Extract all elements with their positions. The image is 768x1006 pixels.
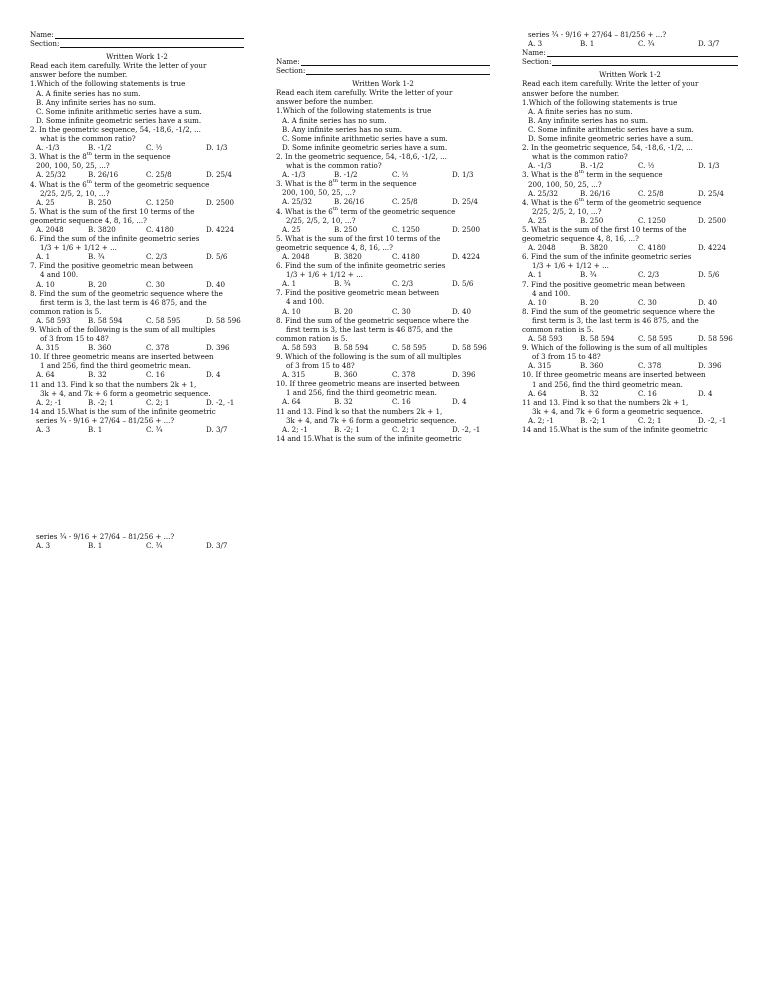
instructions-line-1: Read each item carefully. Write the letter of your [276,88,453,98]
q3-options: A. 25/32 B. 26/16 C. 25/8 D. 25/4 [528,188,724,198]
q7-stem: 7. Find the positive geometric mean between [30,261,194,271]
q2-stem: 2. In the geometric sequence, 54, -18,6, -1/2, ... [276,151,447,161]
q9-stem-2: of 3 from 15 to 48? [40,334,109,344]
q4-stem: 4. What is the 6th term of the geometric sequence [522,197,702,207]
q10-stem: 10. If three geometric means are inserted between [30,352,214,362]
q6-stem: 6. Find the sum of the infinite geometric series [276,261,446,271]
worksheet-title-3: Written Work 1-2 [599,70,661,80]
instructions-line-1: Read each item carefully. Write the letter of your [30,61,207,71]
q2-options: A. -1/3 B. -1/2 C. ½ D. 1/3 [282,170,474,180]
q14-options-continuation: A. 3 B. 1 C. ¾ D. 3/7 [36,541,228,551]
q10-stem: 10. If three geometric means are inserted between [522,370,706,380]
q11-stem: 11 and 13. Find k so that the numbers 2k + 1, [30,379,197,389]
q4-stem-2: 2/25, 2/5, 2, 10, ...? [532,206,602,216]
name-field-2[interactable]: Name: [276,57,490,66]
q4-stem-2: 2/25, 2/5, 2, 10, ...? [286,215,356,225]
q11-stem: 11 and 13. Find k so that the numbers 2k + 1, [522,397,689,407]
q8-stem: 8. Find the sum of the geometric sequence where the [522,306,715,316]
instructions-line-2: answer before the number. [30,70,128,80]
q10-options: A. 64 B. 32 C. 16 D. 4 [528,388,713,398]
q1-option-d: D. Some infinite geometric series have a sum. [36,115,202,125]
q9-stem-2: of 3 from 15 to 48? [532,352,601,362]
q8-stem-2: first term is 3, the last term is 46 875, and the [286,324,453,334]
q5-stem: 5. What is the sum of the first 10 terms of the [522,224,687,234]
q6-stem: 6. Find the sum of the infinite geometric series [30,234,200,244]
q5-stem: 5. What is the sum of the first 10 terms of the [30,206,195,216]
q4-options: A. 25 B. 250 C. 1250 D. 2500 [528,215,726,225]
q8-stem: 8. Find the sum of the geometric sequence where the [30,288,223,298]
q3-stem: 3. What is the 8th term in the sequence [30,152,171,162]
worksheet-title-2: Written Work 1-2 [352,79,414,89]
q5-stem-2: geometric sequence 4, 8, 16, ...? [276,242,393,252]
q4-stem: 4. What is the 6th term of the geometric sequence [30,179,210,189]
q6-options: A. 1 B. ¾ C. 2/3 D. 5/6 [528,270,720,280]
q7-stem-2: 4 and 100. [532,288,571,298]
q11-stem-2: 3k + 4, and 7k + 6 form a geometric sequence. [40,388,211,398]
q4-stem: 4. What is the 6th term of the geometric sequence [276,206,456,216]
q1-stem: 1.Which of the following statements is true [522,97,678,107]
q5-options: A. 2048 B. 3820 C. 4180 D. 4224 [36,224,234,234]
q8-stem-3: common ration is 5. [522,325,594,334]
q9-options: A. 315 B. 360 C. 378 D. 396 [528,361,722,371]
q14-options-top: A. 3 B. 1 C. ¾ D. 3/7 [528,39,720,49]
q6-options: A. 1 B. ¾ C. 2/3 D. 5/6 [36,252,228,262]
q14-series: series ¾ - 9/16 + 27/64 – 81/256 + ...? [36,415,175,425]
q2-stem-2: what is the common ratio? [532,152,628,162]
worksheet-column-3 [522,30,738,434]
q3-stem-2: 200, 100, 50, 25, ...? [36,161,110,171]
q14-stem: 14 and 15.What is the sum of the infinite geometric [522,425,708,435]
q9-stem: 9. Which of the following is the sum of all multiples [522,343,708,353]
q8-stem-2: first term is 3, the last term is 46 875, and the [532,315,699,325]
q6-stem-2: 1/3 + 1/6 + 1/12 + ... [40,243,117,253]
q8-stem-3: common ration is 5. [276,333,348,343]
q6-stem-2: 1/3 + 1/6 + 1/12 + ... [532,261,609,271]
q10-options: A. 64 B. 32 C. 16 D. 4 [282,397,467,407]
q14-series-continuation: series ¾ - 9/16 + 27/64 – 81/256 + ...? [36,532,175,541]
instructions-line-2: answer before the number. [522,88,620,98]
name-line-2[interactable] [301,57,490,66]
q8-options: A. 58 593 B. 58 594 C. 58 595 D. 58 596 [36,315,241,325]
q14-options: A. 3 B. 1 C. ¾ D. 3/7 [36,425,228,435]
q10-stem-2: 1 and 256, find the third geometric mean. [286,388,437,398]
q8-stem-2: first term is 3, the last term is 46 875, and the [40,297,207,307]
q1-option-a: A. A finite series has no sum. [528,106,633,116]
worksheet-column-1 [30,30,244,434]
q6-stem-2: 1/3 + 1/6 + 1/12 + ... [286,270,363,280]
q2-options: A. -1/3 B. -1/2 C. ½ D. 1/3 [528,161,720,171]
section-field-3[interactable]: Section: [522,57,738,66]
section-line-2[interactable] [306,66,490,75]
q9-options: A. 315 B. 360 C. 378 D. 396 [36,343,230,353]
q11-options: A. 2; -1 B. -2; 1 C. 2; 1 D. -2, -1 [36,397,235,407]
q7-stem: 7. Find the positive geometric mean between [276,288,440,298]
q3-options: A. 25/32 B. 26/16 C. 25/8 D. 25/4 [282,197,478,207]
name-field-3[interactable]: Name: [522,48,738,57]
q2-stem: 2. In the geometric sequence, 54, -18,6, -1/2, ... [30,124,201,134]
q9-stem: 9. Which of the following is the sum of all multiples [276,352,462,361]
q7-options: A. 10 B. 20 C. 30 D. 40 [282,306,471,316]
q1-stem: 1.Which of the following statements is true [276,106,432,116]
q9-stem-2: of 3 from 15 to 48? [286,361,355,371]
q11-options: A. 2; -1 B. -2; 1 C. 2; 1 D. -2, -1 [528,415,727,425]
q8-options: A. 58 593 B. 58 594 C. 58 595 D. 58 596 [282,342,487,352]
column-1-continuation [30,532,244,550]
q7-options: A. 10 B. 20 C. 30 D. 40 [528,297,717,307]
q5-stem-2: geometric sequence 4, 8, 16, ...? [522,234,639,244]
q8-stem: 8. Find the sum of the geometric sequence where the [276,315,469,325]
q5-stem-2: geometric sequence 4, 8, 16, ...? [30,215,147,225]
name-line-3[interactable] [547,48,738,57]
q3-stem-2: 200, 100, 50, 25, ...? [282,188,356,198]
q2-stem: 2. In the geometric sequence, 54, -18,6, -1/2, ... [522,143,693,153]
q10-options: A. 64 B. 32 C. 16 D. 4 [36,370,221,380]
q1-option-c: C. Some infinite arithmetic series have a sum. [528,124,694,134]
q1-option-b: B. Any infinite series has no sum. [36,97,156,107]
q4-options: A. 25 B. 250 C. 1250 D. 2500 [36,197,234,207]
section-line-3[interactable] [552,57,738,66]
q7-stem: 7. Find the positive geometric mean between [522,279,686,289]
q3-stem: 3. What is the 8th term in the sequence [276,179,417,189]
q9-options: A. 315 B. 360 C. 378 D. 396 [282,370,476,380]
name-line[interactable] [55,30,244,39]
section-field[interactable]: Section: [30,39,244,48]
q10-stem: 10. If three geometric means are inserted between [276,379,460,389]
q10-stem-2: 1 and 256, find the third geometric mean. [532,379,683,389]
section-line[interactable] [60,39,244,48]
q11-options: A. 2; -1 B. -2; 1 C. 2; 1 D. -2, -1 [282,424,481,434]
q2-options: A. -1/3 B. -1/2 C. ½ D. 1/3 [36,143,228,153]
q1-option-d: D. Some infinite geometric series have a sum. [528,134,694,144]
q1-option-a: A. A finite series has no sum. [282,115,387,125]
q1-option-d: D. Some infinite geometric series have a sum. [282,142,448,152]
instructions-line-1: Read each item carefully. Write the letter of your [522,79,699,89]
q1-option-c: C. Some infinite arithmetic series have a sum. [282,133,448,143]
name-field[interactable]: Name: [30,30,244,39]
q1-option-c: C. Some infinite arithmetic series have a sum. [36,106,202,116]
q6-options: A. 1 B. ¾ C. 2/3 D. 5/6 [282,279,474,289]
q14-stem: 14 and 15.What is the sum of the infinite geometric [30,406,216,416]
q7-stem-2: 4 and 100. [286,297,325,307]
q7-stem-2: 4 and 100. [40,270,79,280]
q11-stem: 11 and 13. Find k so that the numbers 2k + 1, [276,406,443,416]
instructions-line-2: answer before the number. [276,97,374,107]
q4-stem-2: 2/25, 2/5, 2, 10, ...? [40,188,110,198]
q6-stem: 6. Find the sum of the infinite geometric series [522,252,692,262]
q8-options: A. 58 593 B. 58 594 C. 58 595 D. 58 596 [528,334,733,344]
q5-options: A. 2048 B. 3820 C. 4180 D. 4224 [528,243,726,253]
worksheet-title: Written Work 1-2 [106,52,168,62]
q5-stem: 5. What is the sum of the first 10 terms of the [276,233,441,243]
q1-option-b: B. Any infinite series has no sum. [282,124,402,134]
q7-options: A. 10 B. 20 C. 30 D. 40 [36,279,225,289]
q11-stem-2: 3k + 4, and 7k + 6 form a geometric sequence. [286,415,457,425]
q9-stem: 9. Which of the following is the sum of all multiples [30,325,216,334]
q3-options: A. 25/32 B. 26/16 C. 25/8 D. 25/4 [36,170,232,180]
q11-stem-2: 3k + 4, and 7k + 6 form a geometric sequence. [532,406,703,416]
q10-stem-2: 1 and 256, find the third geometric mean. [40,361,191,371]
q1-stem: 1.Which of the following statements is true [30,79,186,89]
q2-stem-2: what is the common ratio? [286,161,382,171]
section-field-2[interactable]: Section: [276,66,490,75]
q8-stem-3: common ration is 5. [30,306,102,316]
q1-option-a: A. A finite series has no sum. [36,88,141,98]
q5-options: A. 2048 B. 3820 C. 4180 D. 4224 [282,251,480,261]
q3-stem: 3. What is the 8th term in the sequence [522,170,663,180]
q3-stem-2: 200, 100, 50, 25, ...? [528,179,602,189]
q14-stem: 14 and 15.What is the sum of the infinite geometric [276,433,462,443]
worksheet-column-2 [276,57,490,443]
q4-options: A. 25 B. 250 C. 1250 D. 2500 [282,224,480,234]
q1-option-b: B. Any infinite series has no sum. [528,115,648,125]
q2-stem-2: what is the common ratio? [40,134,136,144]
q14-series-top: series ¾ - 9/16 + 27/64 – 81/256 + ...? [528,30,667,39]
